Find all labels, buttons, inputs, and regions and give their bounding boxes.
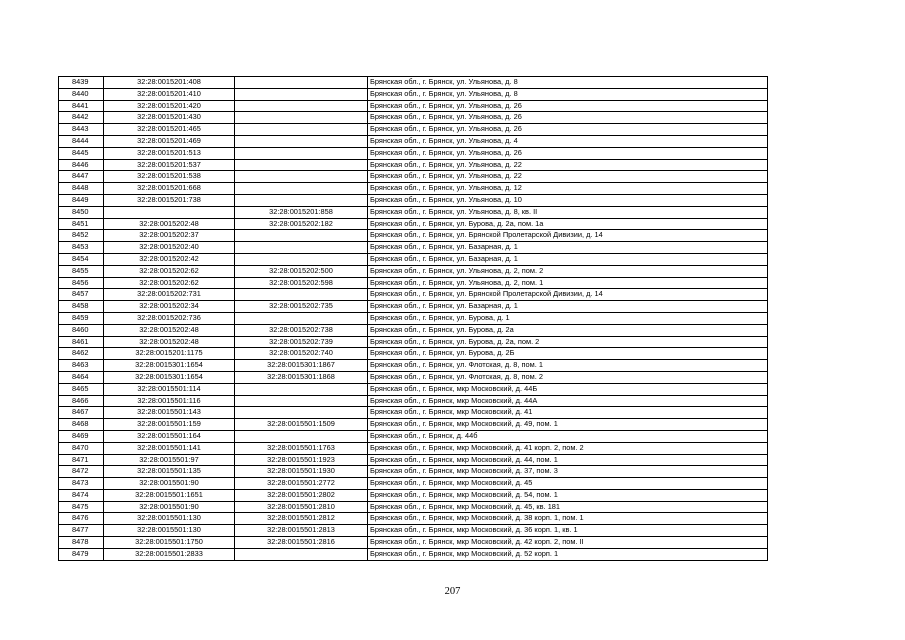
address-cell: Брянская обл., г. Брянск, ул. Ульянова, д. 22 <box>368 159 768 171</box>
address-cell: Брянская обл., г. Брянск, ул. Базарная, д. 1 <box>368 301 768 313</box>
row-number-cell: 8460 <box>59 324 104 336</box>
cadastral-number-cell: 32:28:0015501:164 <box>104 430 235 442</box>
cadastral-number-cell: 32:28:0015202:48 <box>104 218 235 230</box>
table-row <box>59 183 768 195</box>
cadastral-number-cell: 32:28:0015201:408 <box>104 77 235 89</box>
address-cell: Брянская обл., г. Брянск, ул. Ульянова, д. 8 <box>368 88 768 100</box>
cadastral-number-cell: 32:28:0015202:48 <box>104 324 235 336</box>
cadastral-number-cell: 32:28:0015201:537 <box>104 159 235 171</box>
table-row <box>59 265 768 277</box>
row-number-cell: 8451 <box>59 218 104 230</box>
row-number-cell: 8476 <box>59 513 104 525</box>
cadastral-number-cell: 32:28:0015202:37 <box>104 230 235 242</box>
row-number-cell: 8466 <box>59 395 104 407</box>
table-row <box>59 478 768 490</box>
cadastral-number-cell: 32:28:0015201:465 <box>104 124 235 136</box>
cadastral-number-cell: 32:28:0015501:1750 <box>104 537 235 549</box>
row-number-cell: 8469 <box>59 430 104 442</box>
address-cell: Брянская обл., г. Брянск, мкр Московский, д. 54, пом. 1 <box>368 489 768 501</box>
cadastral-number-cell: 32:28:0015201:420 <box>104 100 235 112</box>
address-cell: Брянская обл., г. Брянск, ул. Базарная, д. 1 <box>368 242 768 254</box>
address-cell: Брянская обл., г. Брянск, ул. Брянской Пролетарской Дивизии, д. 14 <box>368 230 768 242</box>
row-number-cell: 8470 <box>59 442 104 454</box>
row-number-cell: 8458 <box>59 301 104 313</box>
row-number-cell: 8468 <box>59 419 104 431</box>
parent-cadastral-number-cell <box>235 312 368 324</box>
address-cell: Брянская обл., г. Брянск, ул. Ульянова, д. 2, пом. 2 <box>368 265 768 277</box>
page-number: 207 <box>444 586 461 597</box>
address-cell: Брянская обл., г. Брянск, мкр Московский, д. 44А <box>368 395 768 407</box>
table-row <box>59 360 768 372</box>
address-cell: Брянская обл., г. Брянск, ул. Ульянова, д. 26 <box>368 147 768 159</box>
row-number-cell: 8477 <box>59 525 104 537</box>
parent-cadastral-number-cell <box>235 124 368 136</box>
parent-cadastral-number-cell: 32:28:0015501:1763 <box>235 442 368 454</box>
address-cell: Брянская обл., г. Брянск, ул. Бурова, д. 2а, пом. 1а <box>368 218 768 230</box>
cadastral-number-cell: 32:28:0015202:736 <box>104 312 235 324</box>
parent-cadastral-number-cell: 32:28:0015501:1923 <box>235 454 368 466</box>
table-row <box>59 407 768 419</box>
parent-cadastral-number-cell <box>235 407 368 419</box>
table-row <box>59 77 768 89</box>
address-cell: Брянская обл., г. Брянск, ул. Ульянова, д. 22 <box>368 171 768 183</box>
table-row <box>59 324 768 336</box>
table-row <box>59 336 768 348</box>
parent-cadastral-number-cell <box>235 253 368 265</box>
table-row <box>59 135 768 147</box>
address-cell: Брянская обл., г. Брянск, ул. Бурова, д. 2а, пом. 2 <box>368 336 768 348</box>
parent-cadastral-number-cell: 32:28:0015202:735 <box>235 301 368 313</box>
row-number-cell: 8441 <box>59 100 104 112</box>
parent-cadastral-number-cell <box>235 230 368 242</box>
table-row <box>59 348 768 360</box>
row-number-cell: 8467 <box>59 407 104 419</box>
parent-cadastral-number-cell <box>235 88 368 100</box>
row-number-cell: 8445 <box>59 147 104 159</box>
cadastral-number-cell: 32:28:0015501:116 <box>104 395 235 407</box>
table-row <box>59 548 768 560</box>
parent-cadastral-number-cell <box>235 383 368 395</box>
row-number-cell: 8446 <box>59 159 104 171</box>
row-number-cell: 8439 <box>59 77 104 89</box>
table-row <box>59 454 768 466</box>
parent-cadastral-number-cell: 32:28:0015301:1867 <box>235 360 368 372</box>
row-number-cell: 8478 <box>59 537 104 549</box>
row-number-cell: 8452 <box>59 230 104 242</box>
table-row <box>59 253 768 265</box>
cadastral-number-cell: 32:28:0015501:114 <box>104 383 235 395</box>
cadastral-number-cell: 32:28:0015201:410 <box>104 88 235 100</box>
cadastral-number-cell: 32:28:0015202:40 <box>104 242 235 254</box>
table-row <box>59 242 768 254</box>
table-row <box>59 112 768 124</box>
table-row <box>59 88 768 100</box>
row-number-cell: 8453 <box>59 242 104 254</box>
table-row <box>59 419 768 431</box>
cadastral-number-cell: 32:28:0015301:1654 <box>104 371 235 383</box>
address-cell: Брянская обл., г. Брянск, мкр Московский, д. 49, пом. 1 <box>368 419 768 431</box>
parent-cadastral-number-cell <box>235 159 368 171</box>
parent-cadastral-number-cell: 32:28:0015201:858 <box>235 206 368 218</box>
cadastral-number-cell: 32:28:0015301:1654 <box>104 360 235 372</box>
row-number-cell: 8459 <box>59 312 104 324</box>
address-cell: Брянская обл., г. Брянск, ул. Ульянова, д. 2, пом. 1 <box>368 277 768 289</box>
table-row <box>59 100 768 112</box>
cadastral-number-cell: 32:28:0015501:143 <box>104 407 235 419</box>
address-cell: Брянская обл., г. Брянск, ул. Бурова, д. 2Б <box>368 348 768 360</box>
cadastral-number-cell: 32:28:0015501:130 <box>104 513 235 525</box>
address-cell: Брянская обл., г. Брянск, ул. Ульянова, д. 4 <box>368 135 768 147</box>
cadastral-number-cell: 32:28:0015501:90 <box>104 478 235 490</box>
address-cell: Брянская обл., г. Брянск, ул. Ульянова, д. 26 <box>368 100 768 112</box>
row-number-cell: 8474 <box>59 489 104 501</box>
table-row <box>59 513 768 525</box>
parent-cadastral-number-cell <box>235 194 368 206</box>
row-number-cell: 8444 <box>59 135 104 147</box>
table-row <box>59 206 768 218</box>
parent-cadastral-number-cell: 32:28:0015301:1868 <box>235 371 368 383</box>
row-number-cell: 8443 <box>59 124 104 136</box>
table-row <box>59 489 768 501</box>
parent-cadastral-number-cell <box>235 147 368 159</box>
cadastral-number-cell: 32:28:0015501:1651 <box>104 489 235 501</box>
table-row <box>59 501 768 513</box>
parent-cadastral-number-cell <box>235 430 368 442</box>
row-number-cell: 8440 <box>59 88 104 100</box>
cadastral-number-cell: 32:28:0015202:731 <box>104 289 235 301</box>
cadastral-number-cell: 32:28:0015202:62 <box>104 265 235 277</box>
cadastral-number-cell: 32:28:0015202:42 <box>104 253 235 265</box>
parent-cadastral-number-cell: 32:28:0015501:2810 <box>235 501 368 513</box>
cadastral-number-cell <box>104 206 235 218</box>
row-number-cell: 8463 <box>59 360 104 372</box>
row-number-cell: 8471 <box>59 454 104 466</box>
parent-cadastral-number-cell <box>235 100 368 112</box>
row-number-cell: 8464 <box>59 371 104 383</box>
address-cell: Брянская обл., г. Брянск, ул. Ульянова, д. 12 <box>368 183 768 195</box>
row-number-cell: 8450 <box>59 206 104 218</box>
row-number-cell: 8448 <box>59 183 104 195</box>
cadastral-number-cell: 32:28:0015201:513 <box>104 147 235 159</box>
parent-cadastral-number-cell <box>235 242 368 254</box>
address-cell: Брянская обл., г. Брянск, мкр Московский, д. 41 <box>368 407 768 419</box>
address-cell: Брянская обл., г. Брянск, ул. Ульянова, д. 10 <box>368 194 768 206</box>
table-row <box>59 289 768 301</box>
address-cell: Брянская обл., г. Брянск, ул. Брянской Пролетарской Дивизии, д. 14 <box>368 289 768 301</box>
parent-cadastral-number-cell: 32:28:0015501:2812 <box>235 513 368 525</box>
address-cell: Брянская обл., г. Брянск, ул. Бурова, д. 2а <box>368 324 768 336</box>
table-row <box>59 194 768 206</box>
table-row <box>59 371 768 383</box>
row-number-cell: 8449 <box>59 194 104 206</box>
address-cell: Брянская обл., г. Брянск, мкр Московский, д. 52 корп. 1 <box>368 548 768 560</box>
row-number-cell: 8456 <box>59 277 104 289</box>
address-cell: Брянская обл., г. Брянск, мкр Московский, д. 42 корп. 2, пом. II <box>368 537 768 549</box>
parent-cadastral-number-cell <box>235 77 368 89</box>
cadastral-number-cell: 32:28:0015501:135 <box>104 466 235 478</box>
cadastral-number-cell: 32:28:0015501:141 <box>104 442 235 454</box>
parent-cadastral-number-cell: 32:28:0015202:739 <box>235 336 368 348</box>
row-number-cell: 8447 <box>59 171 104 183</box>
cadastral-number-cell: 32:28:0015501:97 <box>104 454 235 466</box>
parent-cadastral-number-cell: 32:28:0015202:182 <box>235 218 368 230</box>
table-row <box>59 147 768 159</box>
row-number-cell: 8475 <box>59 501 104 513</box>
cadastral-number-cell: 32:28:0015202:62 <box>104 277 235 289</box>
table-row <box>59 230 768 242</box>
table-row <box>59 159 768 171</box>
parent-cadastral-number-cell <box>235 183 368 195</box>
row-number-cell: 8462 <box>59 348 104 360</box>
table-row <box>59 383 768 395</box>
parent-cadastral-number-cell: 32:28:0015501:1509 <box>235 419 368 431</box>
parent-cadastral-number-cell: 32:28:0015202:598 <box>235 277 368 289</box>
address-cell: Брянская обл., г. Брянск, ул. Флотская, д. 8, пом. 1 <box>368 360 768 372</box>
table-row <box>59 537 768 549</box>
address-cell: Брянская обл., г. Брянск, мкр Московский, д. 44, пом. 1 <box>368 454 768 466</box>
table-row <box>59 525 768 537</box>
table-row <box>59 466 768 478</box>
parent-cadastral-number-cell: 32:28:0015501:2813 <box>235 525 368 537</box>
address-cell: Брянская обл., г. Брянск, ул. Ульянова, д. 8, кв. II <box>368 206 768 218</box>
address-cell: Брянская обл., г. Брянск, ул. Базарная, д. 1 <box>368 253 768 265</box>
row-number-cell: 8473 <box>59 478 104 490</box>
row-number-cell: 8461 <box>59 336 104 348</box>
address-cell: Брянская обл., г. Брянск, ул. Флотская, д. 8, пом. 2 <box>368 371 768 383</box>
table-row <box>59 430 768 442</box>
address-cell: Брянская обл., г. Брянск, мкр Московский, д. 36 корп. 1, кв. 1 <box>368 525 768 537</box>
parent-cadastral-number-cell <box>235 112 368 124</box>
table-row <box>59 442 768 454</box>
address-cell: Брянская обл., г. Брянск, мкр Московский, д. 45, кв. 181 <box>368 501 768 513</box>
parent-cadastral-number-cell <box>235 135 368 147</box>
cadastral-number-cell: 32:28:0015201:430 <box>104 112 235 124</box>
table-row <box>59 395 768 407</box>
cadastral-number-cell: 32:28:0015202:34 <box>104 301 235 313</box>
address-cell: Брянская обл., г. Брянск, ул. Ульянова, д. 8 <box>368 77 768 89</box>
cadastral-number-cell: 32:28:0015201:1175 <box>104 348 235 360</box>
address-cell: Брянская обл., г. Брянск, мкр Московский, д. 38 корп. 1, пом. 1 <box>368 513 768 525</box>
parent-cadastral-number-cell: 32:28:0015501:2772 <box>235 478 368 490</box>
table-row <box>59 301 768 313</box>
cadastral-number-cell: 32:28:0015201:538 <box>104 171 235 183</box>
cadastral-number-cell: 32:28:0015201:469 <box>104 135 235 147</box>
parent-cadastral-number-cell: 32:28:0015202:740 <box>235 348 368 360</box>
parent-cadastral-number-cell: 32:28:0015501:2802 <box>235 489 368 501</box>
table-row <box>59 277 768 289</box>
row-number-cell: 8479 <box>59 548 104 560</box>
cadastral-number-cell: 32:28:0015201:668 <box>104 183 235 195</box>
cadastral-number-cell: 32:28:0015202:48 <box>104 336 235 348</box>
row-number-cell: 8442 <box>59 112 104 124</box>
parent-cadastral-number-cell: 32:28:0015202:500 <box>235 265 368 277</box>
table-row <box>59 218 768 230</box>
row-number-cell: 8454 <box>59 253 104 265</box>
address-cell: Брянская обл., г. Брянск, ул. Ульянова, д. 26 <box>368 124 768 136</box>
parent-cadastral-number-cell <box>235 548 368 560</box>
address-cell: Брянская обл., г. Брянск, д. 44б <box>368 430 768 442</box>
row-number-cell: 8457 <box>59 289 104 301</box>
cadastral-number-cell: 32:28:0015501:2833 <box>104 548 235 560</box>
table-row <box>59 124 768 136</box>
row-number-cell: 8455 <box>59 265 104 277</box>
parent-cadastral-number-cell: 32:28:0015202:738 <box>235 324 368 336</box>
parent-cadastral-number-cell: 32:28:0015501:2816 <box>235 537 368 549</box>
row-number-cell: 8465 <box>59 383 104 395</box>
address-cell: Брянская обл., г. Брянск, мкр Московский, д. 45 <box>368 478 768 490</box>
parent-cadastral-number-cell: 32:28:0015501:1930 <box>235 466 368 478</box>
cadastral-number-cell: 32:28:0015501:159 <box>104 419 235 431</box>
parent-cadastral-number-cell <box>235 395 368 407</box>
cadastral-number-cell: 32:28:0015501:130 <box>104 525 235 537</box>
row-number-cell: 8472 <box>59 466 104 478</box>
table-row <box>59 312 768 324</box>
cadastral-number-cell: 32:28:0015201:738 <box>104 194 235 206</box>
cadastral-number-cell: 32:28:0015501:90 <box>104 501 235 513</box>
table-row <box>59 171 768 183</box>
parent-cadastral-number-cell <box>235 289 368 301</box>
address-cell: Брянская обл., г. Брянск, ул. Ульянова, д. 26 <box>368 112 768 124</box>
address-cell: Брянская обл., г. Брянск, мкр Московский, д. 41 корп. 2, пом. 2 <box>368 442 768 454</box>
address-cell: Брянская обл., г. Брянск, мкр Московский, д. 44Б <box>368 383 768 395</box>
parent-cadastral-number-cell <box>235 171 368 183</box>
address-cell: Брянская обл., г. Брянск, мкр Московский, д. 37, пом. 3 <box>368 466 768 478</box>
register-table-body <box>59 77 768 561</box>
address-cell: Брянская обл., г. Брянск, ул. Бурова, д. 1 <box>368 312 768 324</box>
property-register-table <box>58 76 768 561</box>
